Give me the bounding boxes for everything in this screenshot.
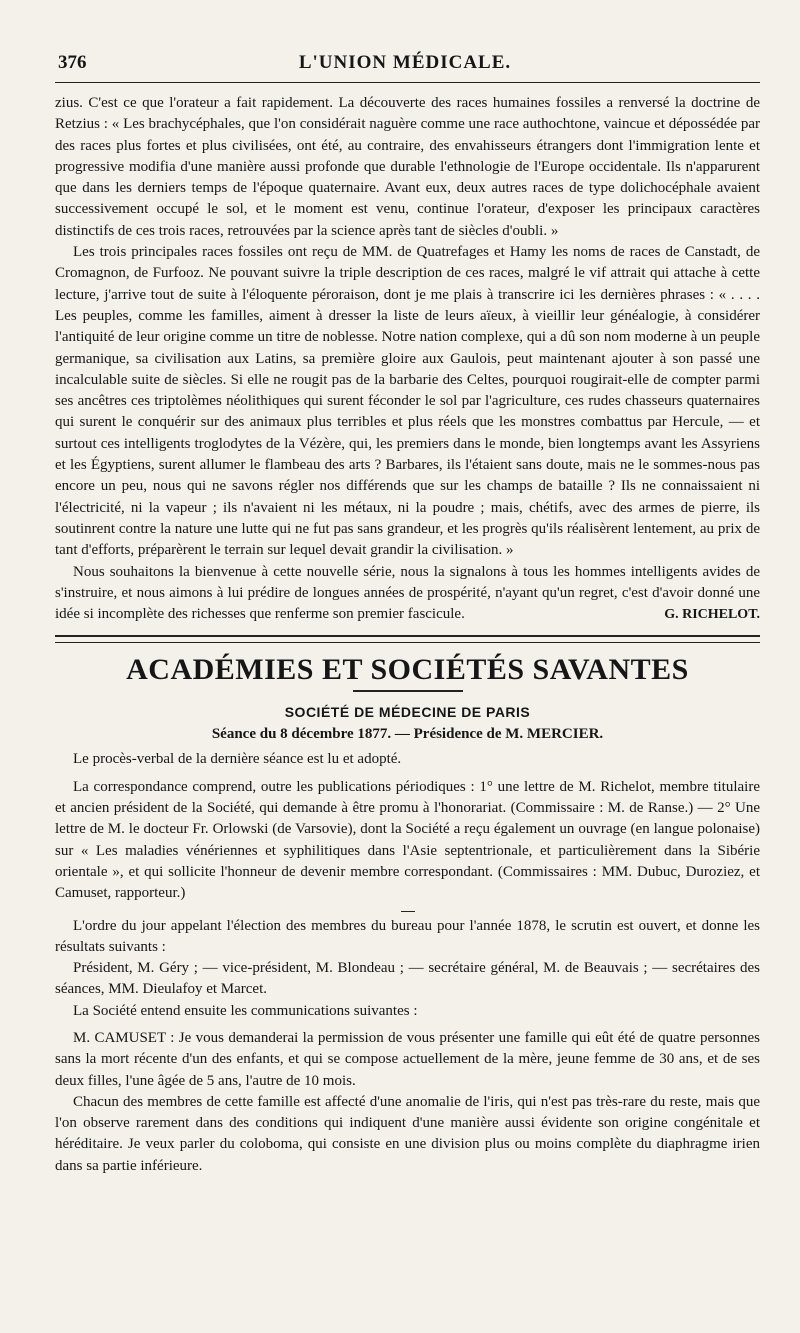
article-paragraph-3-text: Nous souhaitons la bienvenue à cette nouvelle série, nous la signalons à tous les hommes intelligents avides de s'instruire, et nous aimons à lui prédire de longues années de prospérité, n'ayant qu'un regret, c'est d'avoir donné une idée si incomplète des richesses que renferme son premier fascicule. xyxy=(55,563,760,623)
section-separator xyxy=(55,635,760,643)
page-body xyxy=(55,93,760,1177)
journal-title: L'UNION MÉDICALE. xyxy=(298,52,512,73)
election-paragraph: L'ordre du jour appelant l'élection des membres du bureau pour l'année 1878, le scrutin est ouvert, et donne les résultats suivants : xyxy=(55,917,760,955)
article-paragraph-3 xyxy=(55,562,760,626)
results-paragraph: Président, M. Géry ; — vice-président, M. Blondeau ; — secrétaire général, M. de Beauvais ; — secrétaires des séances, MM. Dieulafoy et Marcet. xyxy=(55,960,760,998)
camuset-paragraph: M. CAMUSET : Je vous demanderai la permission de vous présenter une famille qui eût été de quatre personnes sans la mort récente d'un des enfants, et qui se compose actuellement de la mère, jeune femme de 30 ans, et de ses deux filles, l'une âgée de 5 ans, l'autre de 10 mois. xyxy=(55,1029,760,1089)
correspondence-paragraph: La correspondance comprend, outre les publications périodiques : 1° une lettre de M. Richelot, membre titulaire et ancien président de la Société, qui demande à être promu à l'honorariat. (Commissaire : M. de Ranse.) — 2° Une lettre de M. le docteur Fr. Orlowski (de Varsovie), dont la Société a reçu également un ouvrage (en langue polonaise) sur « Les maladies vénériennes et syphilitiques dans l'Asie septentrionale, et particulièrement dans la Sibérie orientale », et qui sollicite l'honneur de devenir membre correspondant. (Commissaires : MM. Dubuc, Duroziez, et Camuset, rapporteur.) xyxy=(55,778,760,902)
iris-paragraph: Chacun des membres de cette famille est affecté d'une anomalie de l'iris, qui n'est pas très-rare du reste, mais que l'on observe rarement dans des conditions qui indiquent d'une manière aussi évidente son origine congénitale et héréditaire. Je veux parler du coloboma, qui consiste en une division plus ou moins complète du diaphragme irien dans sa partie inférieure. xyxy=(55,1093,760,1174)
header-rule xyxy=(55,82,760,83)
society-name: SOCIÉTÉ DE MÉDECINE DE PARIS xyxy=(284,704,531,721)
communications-intro: La Société entend ensuite les communications suivantes : xyxy=(73,1002,418,1019)
paragraph-divider xyxy=(401,911,415,912)
article-paragraph-2: Les trois principales races fossiles ont reçu de MM. de Quatrefages et Hamy les noms de races de Canstadt, de Cromagnon, de Furfooz. Ne pouvant suivre la triple description de ces races, malgré le vif attrait qui attache à cette lecture, j'arrive tout de suite à l'éloquente péroraison, dont je me plais à transcrire ici les dernières phrases : « . . . . Les peuples, comme les familles, aiment à dresser la liste de leurs aïeux, à vieillir leur généalogie, à considérer l'antiquité de leur origine comme un titre de noblesse. Notre nation complexe, qui a dû son nom moderne à un peuple germanique, sa civilisation aux Latins, sa première gloire aux Gaulois, peut maintenant ajouter à son passé une incalculable suite de siècles. Si elle ne rougit pas de la barbarie des Celtes, pourquoi rougirait-elle de compter parmi ses ancêtres ces triptolèmes néolithiques qui surent féconder le sol par l'agriculture, ces rudes chasseurs quaternaires qui surent le conquérir sur des animaux plus terribles et plus réels que les monstres combattus par Hercule, — et surtout ces intelligents troglodytes de la Vézère, qui, les premiers dans le monde, bien longtemps avant les Assyriens et les Égyptiens, surent allumer le flambeau des arts ? Barbares, ils l'étaient sans doute, mais ne le sommes-nous pas encore un peu, nous qui ne savons régler nos différends que sur les champs de bataille ? Ils ne connaissaient ni l'électricité, ni la vapeur ; ils n'avaient ni les métaux, ni la poudre ; mais, chétifs, avec des armes de pierre, ils soutinrent contre la nature une lutte qui ne fut pas sans grandeur, et les progrès qu'ils réalisèrent lentement, au prix de tant d'efforts, préparèrent le terrain sur lequel devait grandir la civilisation. » xyxy=(55,244,760,559)
article-paragraph-1: zius. C'est ce que l'orateur a fait rapidement. La découverte des races humaines fossiles a renversé la doctrine de Retzius : « Les brachycéphales, que l'on considérait naguère comme une race authochtone, vaincue et dépossédée par des races plus fortes et plus civilisées, ont été, au contraire, des envahisseurs étrangers dont l'immigration lente et progressive modifia d'une manière aussi profonde que durable l'ethnologie de l'Europe occidentale. Ils n'apparurent que dans les derniers temps de l'époque quaternaire. Avant eux, deux autres races de type dolichocéphale avaient successivement occupé le sol, et le moment est venu, continue l'orateur, d'exposer les principaux caractères distinctifs de ces trois races, retrouvées par la science après tant de siècles d'oubli. » xyxy=(55,95,760,239)
minutes-paragraph: Le procès-verbal de la dernière séance est lu et adopté. xyxy=(73,751,402,768)
author-signature: G. RICHELOT. xyxy=(664,607,760,623)
title-underline xyxy=(353,690,463,692)
page-header xyxy=(50,52,760,80)
page-number: 376 xyxy=(58,52,87,73)
seance-line: Séance du 8 décembre 1877. — Présidence de M. MERCIER. xyxy=(211,726,604,743)
section-title: ACADÉMIES ET SOCIÉTÉS SAVANTES xyxy=(126,653,689,687)
